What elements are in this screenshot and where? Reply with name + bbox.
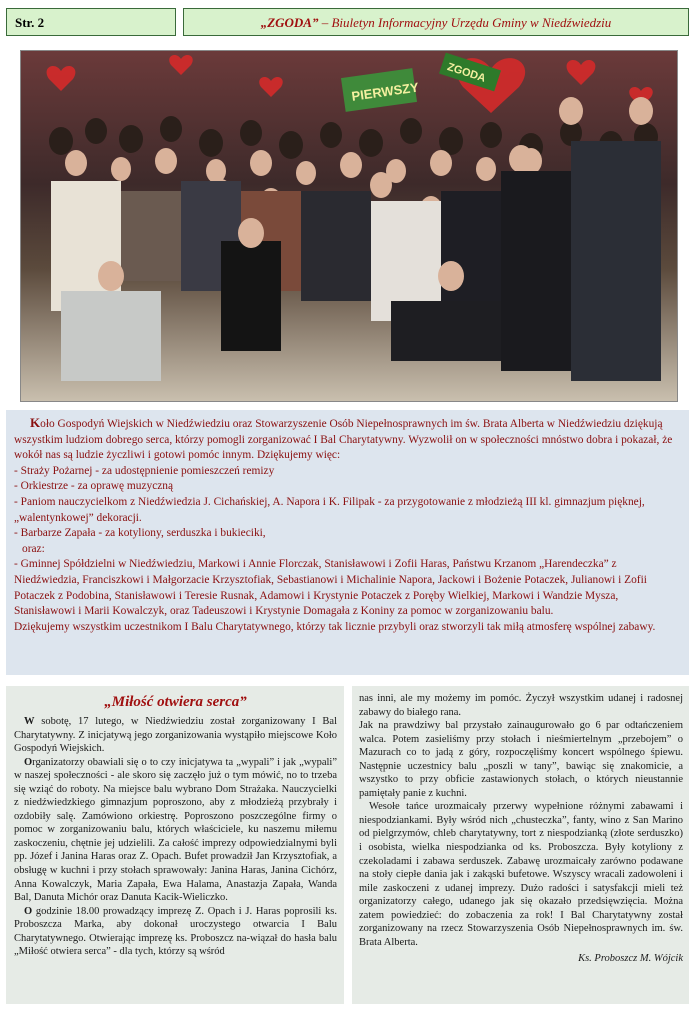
article-paragraph [14,905,337,959]
thanks-intro [14,415,680,464]
page-number: Str. 2 [6,8,176,36]
article-column-right [352,686,689,1004]
paragraph-lead: O [24,905,33,917]
thanks-item-orchestra: - Orkiestrze - za oprawę muzyczną [14,480,174,493]
bulletin-title [183,8,689,36]
banner-zgoda-text: ZGODA [445,61,488,85]
thanks-closing: Dziękujemy wszystkim uczestnikom I Balu Charytatywnego, którzy tak licznie przybyli oraz stworzyli tak miłą atmosferę wspólnej zabawy. [14,620,656,633]
article-paragraph: nas inni, ale my możemy im pomóc. Życzył wszystkim udanej i radosnej zabawy do białego rana. [359,693,683,718]
paragraph-text: sobotę, 17 lutego, w Niedźwiedziu został zorganizowany I Bal Charytatywny. Z inicjatywą jego zorganizowania wystąpiło miejscowe Koło Gospodyń Wiejskich. [14,716,337,755]
thanks-item-teachers: - Paniom nauczycielkom z Niedźwiedzia J. Cichańskiej, A. Napora i K. Filipak - za przygotowanie z młodzieżą III kl. gimnazjum pięknej, „walentynkowej” dekoracji. [14,495,645,524]
thanks-item-decorations: - Barbarze Zapała - za kotyliony, serduszka i bukieciki, [14,527,266,540]
group-photo [20,50,678,402]
paragraph-text: rganizatorzy obawiali się o to czy inicjatywa ta „wypali” i jak „wypali” w naszej społeczności - ale skoro się zaczęło już o tym mówić, no to trzeba się wziąć do roboty. Na miejsce balu wybrano Dom Strażaka. Nauczycielki z niedźwiedzkiego gimnazjum poproszono, aby z młodzieżą przybrały i ozdobiły salę. Zamówiono orkiestrę. Poproszono poszczególne firmy o pomoc w zorganizowaniu balu, których właściciele, ku naszemu miłemu zaskoczeniu, chętnie jej udzielili. Za całość imprezy odpowiedzialnymi byli pp. Józef i Janina Haras oraz Z. Opach. Bufet prowadził Jan Krzysztofiak, a obsługę w kuchni i przy stołach sprawowały: Janina Haras, Janina Cichórz, Anna Kowalczyk, Maria Zapała, Ewa Halama, Anastazja Zapała, Wanda Bal, Danuta Michór oraz Danuta Kacik-Wieliczko. [14,756,337,904]
bulletin-subtitle: – Biuletyn Informacyjny Urzędu Gminy w Niedźwiedziu [318,15,612,30]
crowd-silhouettes [49,97,661,381]
bulletin-name: „ZGODA” [260,15,319,30]
paragraph-text: godzinie 18.00 prowadzący imprezę Z. Opach i J. Haras poprosili ks. Proboszcza Marka, aby dokonał uroczystego otwarcia I Balu Charytatywnego. Otwierając imprezę ks. Proboszcz na-wiązał do hasła balu „Miłość otwiera serca” - dla tych, którzy są wśród [14,905,337,958]
group-photo-illustration [21,51,678,402]
thanks-intro-text: oło Gospodyń Wiejskich w Niedźwiedziu oraz Stowarzyszenie Osób Niepełnosprawnych im św. Brata Alberta w Niedźwiedziu dziękują wszystkim ludziom dobrego serca, którzy pomogli zorganizować I Bal Charytatywny. Wyzwolił on w społeczności mnóstwo dobra i pokazał, że wokół nas są ludzie życzliwi i gotowi pomóc innym. Dziękujemy więc: [14,418,673,462]
article-signature: Ks. Proboszcz M. Wójcik [578,953,683,965]
thanks-sponsors: - Gminnej Spółdzielni w Niedźwiedziu, Markowi i Annie Florczak, Stanisławowi i Zofii Haras, Państwu Krzanom „Harendeczka” z Niedźwiedzia, Franciszkowi i Małgorzacie Krzysztofiak, Sebastianowi i Michalinie Napora, Jackowi i Bożenie Potaczek, Julianowi i Zofii Potaczek z Podobina, Stanisławowi i Teresie Rusnak, Adamowi i Krystynie Potaczek z Poręby Wielkiej, Markowi i Wandzie Mysza, Stanisławowi i Marii Kowalczyk, oraz Tadeuszowi i Krystynie Domagała z Koniny za pomoc w zorganizowaniu balu. [14,558,647,618]
paragraph-lead: O [24,756,33,768]
thanks-notice [6,410,689,675]
thanks-oraz: oraz: [22,542,45,555]
thanks-item-fire-brigade: - Straży Pożarnej - za udostępnienie pomieszczeń remizy [14,464,275,477]
article-paragraph: Jak na prawdziwy bal przystało zainaugurowało go 6 par odtańczeniem walca. Potem zasieliśmy przy stołach i nieśmiertelnym „przebojem” o Mazurach co to jadą z góry, rozpoczęliśmy koncert wspólnego śpiewu. Następnie uczestnicy balu „poszli w tany”, bawiąc się znakomicie, a wszystko to przy obficie zastawionych stołach, o których nieustannie pamiętały panie z kuchni. [359,720,683,799]
banner-pierwszy-text: PIERWSZY [350,79,420,104]
article-paragraph: Wesołe tańce urozmaicały przerwy wypełnione różnymi zabawami i niespodziankami. Były wśród nich „chusteczka”, fanty, wino z San Marino od pielgrzymów, chleb charytatywny, tort z niespodzianką (złote serduszko) i osobista, wielka niespodzianka od ks. Proboszcza. Były kotyliony z czekoladami i zabawa serduszek. Zabawę urozmaicały zarówno podawane na stoły ciepłe dania jak i zakąski bufetowe. Wszyscy wracali zadowoleni i mile zaskoczeni z udanej imprezy. Dużo radości i satysfakcji mieli też organizatorzy całego, udanego jak się okazało przedsięwzięcia. Można zatem powiedzieć: do zobaczenia za rok! I Bal Charytatywny został zorganizowany na rzecz Stowarzyszenia Osób Niepełnosprawnych im. św. Brata Alberta. [359,801,683,948]
article-title: „Miłość otwiera serca” [104,694,247,710]
paragraph-lead: W [24,716,35,727]
article-column-left [6,686,344,1004]
article-paragraph [14,756,337,905]
article-paragraph [14,715,337,756]
thanks-dropcap: K [30,415,41,430]
